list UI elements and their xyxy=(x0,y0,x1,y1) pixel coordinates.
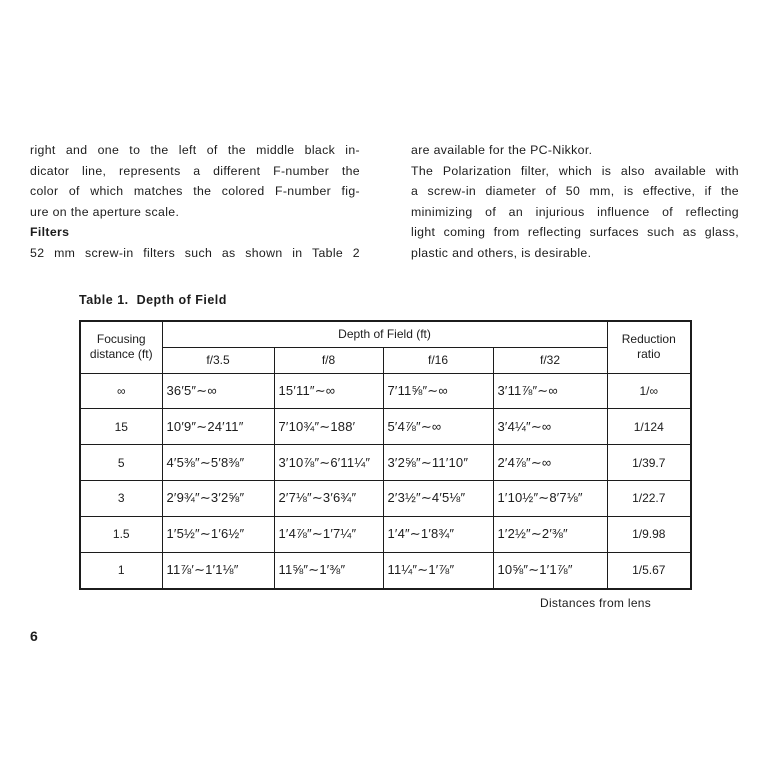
table-footnote: Distances from lens xyxy=(540,596,652,610)
depth-cell: 1′10½″∼8′7⅛″ xyxy=(493,480,607,516)
depth-cell: 3′11⅞″∼∞ xyxy=(493,373,607,409)
ratio-cell: 1/∞ xyxy=(607,373,691,409)
page-number: 6 xyxy=(30,628,38,644)
depth-cell: 5′4⅞″∼∞ xyxy=(383,409,493,445)
table-title: Table 1. Depth of Field xyxy=(79,293,227,307)
table-row xyxy=(80,480,691,516)
focusing-distance-header: Focusing distance (ft) xyxy=(80,321,162,373)
depth-cell: 2′9¾″∼3′2⅝″ xyxy=(162,480,274,516)
reduction-ratio-header: Reduction ratio xyxy=(607,321,691,373)
body-line: dicator line, represents a different F-number the xyxy=(30,163,360,178)
depth-cell: 10′9″∼24′11″ xyxy=(162,409,274,445)
aperture-header: f/8 xyxy=(274,347,383,373)
depth-cell: 11¼″∼1′⅞″ xyxy=(383,552,493,589)
ratio-cell: 1/22.7 xyxy=(607,480,691,516)
depth-of-field-table xyxy=(79,320,692,590)
depth-cell: 1′4⅞″∼1′7¼″ xyxy=(274,516,383,552)
body-line: The Polarization filter, which is also available with xyxy=(411,163,739,178)
distance-cell: 15 xyxy=(80,409,162,445)
depth-cell: 10⅝″∼1′1⅞″ xyxy=(493,552,607,589)
ratio-cell: 1/5.67 xyxy=(607,552,691,589)
aperture-header: f/3.5 xyxy=(162,347,274,373)
distance-cell: 5 xyxy=(80,445,162,481)
body-line: are available for the PC-Nikkor. xyxy=(411,143,593,157)
body-line: minimizing of an injurious influence of reflecting xyxy=(411,204,739,219)
body-line: a screw-in diameter of 50 mm, is effective, if the xyxy=(411,184,739,199)
depth-cell: 7′10¾″∼188′ xyxy=(274,409,383,445)
aperture-header: f/16 xyxy=(383,347,493,373)
depth-of-field-header: Depth of Field (ft) xyxy=(162,321,607,347)
depth-cell: 1′5½″∼1′6½″ xyxy=(162,516,274,552)
body-line: light coming from reflecting surfaces such as glass, xyxy=(411,225,739,240)
depth-cell: 2′4⅞″∼∞ xyxy=(493,445,607,481)
distance-cell: 1.5 xyxy=(80,516,162,552)
distance-cell: ∞ xyxy=(80,373,162,409)
depth-cell: 15′11″∼∞ xyxy=(274,373,383,409)
depth-cell: 2′3½″∼4′5⅛″ xyxy=(383,480,493,516)
distance-cell: 3 xyxy=(80,480,162,516)
depth-cell: 11⅝″∼1′⅜″ xyxy=(274,552,383,589)
depth-cell: 1′4″∼1′8¾″ xyxy=(383,516,493,552)
body-line: plastic and others, is desirable. xyxy=(411,245,592,260)
table-row xyxy=(80,516,691,552)
right-text-column xyxy=(411,140,739,264)
table-row xyxy=(80,373,691,409)
depth-cell: 36′5″∼∞ xyxy=(162,373,274,409)
depth-cell: 7′11⅝″∼∞ xyxy=(383,373,493,409)
depth-cell: 3′2⅝″∼11′10″ xyxy=(383,445,493,481)
depth-cell: 1′2½″∼2′⅜″ xyxy=(493,516,607,552)
ratio-cell: 1/9.98 xyxy=(607,516,691,552)
left-text-column xyxy=(30,140,360,264)
ratio-cell: 1/124 xyxy=(607,409,691,445)
table-header-row xyxy=(80,321,691,347)
ratio-cell: 1/39.7 xyxy=(607,445,691,481)
depth-cell: 3′4¼″∼∞ xyxy=(493,409,607,445)
table-row xyxy=(80,409,691,445)
table-row xyxy=(80,445,691,481)
depth-cell: 2′7⅛″∼3′6¾″ xyxy=(274,480,383,516)
body-line: color of which matches the colored F-number fig- xyxy=(30,184,360,199)
depth-cell: 11⅞′∼1′1⅛″ xyxy=(162,552,274,589)
aperture-header-row xyxy=(80,347,691,373)
depth-cell: 3′10⅞″∼6′11¼″ xyxy=(274,445,383,481)
distance-cell: 1 xyxy=(80,552,162,589)
filters-heading: Filters xyxy=(30,225,70,240)
body-line: 52 mm screw-in filters such as shown in Table 2 xyxy=(30,245,360,260)
table-row xyxy=(80,552,691,589)
aperture-header: f/32 xyxy=(493,347,607,373)
body-line: right and one to the left of the middle black in- xyxy=(30,143,360,157)
body-line: ure on the aperture scale. xyxy=(30,204,180,219)
depth-cell: 4′5⅜″∼5′8⅜″ xyxy=(162,445,274,481)
